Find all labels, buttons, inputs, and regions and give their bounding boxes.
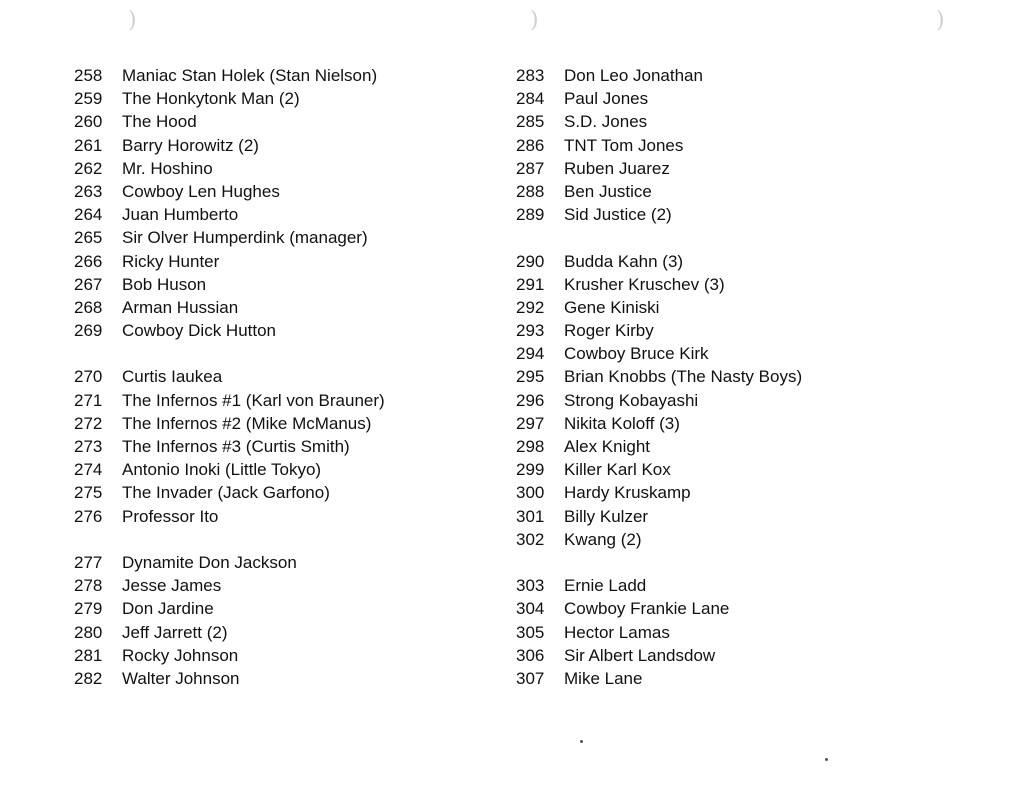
entry-number: 304 <box>516 599 545 619</box>
list-entry <box>516 87 802 110</box>
entry-number: 271 <box>74 390 103 410</box>
entry-number: 273 <box>74 437 103 456</box>
list-entry <box>516 528 802 551</box>
entry-name: Billy Kulzer <box>564 506 649 526</box>
list-entry <box>74 273 385 296</box>
entry-number: 306 <box>516 645 545 665</box>
entry-number: 275 <box>74 483 103 503</box>
entry-number: 258 <box>74 66 103 85</box>
list-entry <box>74 134 385 157</box>
list-entry <box>74 110 385 133</box>
entry-name: Dynamite Don Jackson <box>122 552 297 572</box>
list-entry <box>74 667 385 690</box>
list-entry <box>516 505 802 528</box>
entry-number: 307 <box>516 668 545 688</box>
entry-number: 284 <box>516 89 545 109</box>
entry-name: Ruben Juarez <box>564 158 670 178</box>
entry-name: Jesse James <box>122 576 222 596</box>
entry-name: Mr. Hoshino <box>122 158 213 178</box>
list-entry <box>74 296 385 319</box>
entry-number: 299 <box>516 460 545 480</box>
left-column <box>74 64 385 690</box>
list-entry <box>74 389 385 412</box>
entry-number: 276 <box>74 506 103 526</box>
entry-number: 300 <box>516 483 545 503</box>
list-entry <box>74 319 385 342</box>
entry-name: Curtis Iaukea <box>122 367 223 387</box>
list-entry <box>74 574 385 597</box>
entry-name: S.D. Jones <box>564 112 648 132</box>
list-entry <box>74 226 385 249</box>
entry-number: 301 <box>516 506 545 526</box>
list-entry <box>74 64 385 87</box>
list-entry <box>516 110 802 133</box>
entry-name: Ernie Ladd <box>564 576 647 596</box>
entry-number: 285 <box>516 112 545 132</box>
entry-name: Don Leo Jonathan <box>564 66 703 85</box>
entry-number: 294 <box>516 344 545 364</box>
list-entry <box>516 412 802 435</box>
entry-number: 281 <box>74 645 103 665</box>
entry-name: Cowboy Len Hughes <box>122 181 280 201</box>
list-entry <box>516 667 802 690</box>
list-entry <box>516 319 802 342</box>
entry-number: 298 <box>516 437 545 456</box>
list-entry <box>516 273 802 296</box>
entry-name: Bob Huson <box>122 274 207 294</box>
list-entry <box>74 412 385 435</box>
entry-number: 289 <box>516 205 545 225</box>
entry-name: The Honkytonk Man (2) <box>122 89 300 109</box>
list-entry <box>74 87 385 110</box>
entry-number: 263 <box>74 181 103 201</box>
entry-name: Budda Kahn (3) <box>564 251 684 271</box>
entry-name: Sir Albert Landsdow <box>564 645 716 665</box>
entry-name: Mike Lane <box>564 668 643 688</box>
entry-name: The Infernos #2 (Mike McManus) <box>122 413 372 433</box>
entry-name: Nikita Koloff (3) <box>564 413 680 433</box>
entry-name: Cowboy Dick Hutton <box>122 321 277 341</box>
list-entry <box>516 365 802 388</box>
entry-number: 260 <box>74 112 103 132</box>
entry-name: Killer Karl Kox <box>564 460 671 480</box>
entry-name: Roger Kirby <box>564 321 654 341</box>
list-entry <box>516 644 802 667</box>
entry-name: Kwang (2) <box>564 529 642 549</box>
list-entry <box>516 203 802 226</box>
entry-name: Walter Johnson <box>122 668 240 688</box>
entry-number: 261 <box>74 135 103 155</box>
entry-name: Antonio Inoki (Little Tokyo) <box>122 460 322 480</box>
list-entry <box>74 250 385 273</box>
scan-mark: ) <box>936 8 945 33</box>
entry-name: Ricky Hunter <box>122 251 220 271</box>
entry-number: 280 <box>74 622 103 642</box>
entry-name: Paul Jones <box>564 89 649 109</box>
entry-name: The Hood <box>122 112 197 132</box>
list-entry <box>516 157 802 180</box>
entry-number: 291 <box>516 274 545 294</box>
scan-speck <box>825 758 828 761</box>
list-entry <box>74 203 385 226</box>
entry-number: 278 <box>74 576 103 596</box>
entry-name: Gene Kiniski <box>564 297 660 317</box>
entry-name: TNT Tom Jones <box>564 135 684 155</box>
list-entry <box>74 365 385 388</box>
entry-name: Krusher Kruschev (3) <box>564 274 725 294</box>
entry-name: Barry Horowitz (2) <box>122 135 259 155</box>
entry-number: 269 <box>74 321 103 341</box>
list-entry <box>74 551 385 574</box>
list-entry <box>516 621 802 644</box>
entry-name: Brian Knobbs (The Nasty Boys) <box>564 367 803 387</box>
scan-mark: ) <box>530 8 539 33</box>
group-spacer <box>74 342 385 365</box>
list-entry <box>74 180 385 203</box>
entry-number: 288 <box>516 181 545 201</box>
entry-name: Jeff Jarrett (2) <box>122 622 228 642</box>
entry-name: Alex Knight <box>564 437 650 456</box>
entry-number: 293 <box>516 321 545 341</box>
entry-number: 303 <box>516 576 545 596</box>
group-spacer <box>74 528 385 551</box>
list-entry <box>74 458 385 481</box>
entry-number: 297 <box>516 413 545 433</box>
entry-number: 292 <box>516 297 545 317</box>
entry-number: 282 <box>74 668 103 688</box>
list-entry <box>516 481 802 504</box>
entry-number: 274 <box>74 460 103 480</box>
entry-name: The Invader (Jack Garfono) <box>122 483 330 503</box>
entry-name: Hector Lamas <box>564 622 670 642</box>
entry-number: 259 <box>74 89 103 109</box>
entry-name: Strong Kobayashi <box>564 390 699 410</box>
entry-number: 265 <box>74 228 103 248</box>
list-entry <box>74 481 385 504</box>
entry-number: 268 <box>74 297 103 317</box>
entry-number: 290 <box>516 251 545 271</box>
entry-number: 295 <box>516 367 545 387</box>
list-entry <box>74 621 385 644</box>
list-entry <box>516 134 802 157</box>
entry-number: 262 <box>74 158 103 178</box>
entry-number: 277 <box>74 552 103 572</box>
entry-name: The Infernos #3 (Curtis Smith) <box>122 437 350 456</box>
list-entry <box>516 64 802 87</box>
entry-name: Rocky Johnson <box>122 645 239 665</box>
list-entry <box>516 296 802 319</box>
list-entry <box>516 574 802 597</box>
entry-number: 302 <box>516 529 545 549</box>
entry-name: Sid Justice (2) <box>564 205 672 225</box>
list-entry <box>516 458 802 481</box>
entry-name: Juan Humberto <box>122 205 239 225</box>
entry-name: The Infernos #1 (Karl von Brauner) <box>122 390 385 410</box>
list-entry <box>516 389 802 412</box>
list-entry <box>74 505 385 528</box>
scan-mark: ) <box>128 8 137 33</box>
list-entry <box>516 180 802 203</box>
entry-number: 266 <box>74 251 103 271</box>
list-entry <box>516 342 802 365</box>
entry-name: Don Jardine <box>122 599 214 619</box>
entry-name: Cowboy Frankie Lane <box>564 599 730 619</box>
entry-name: Professor Ito <box>122 506 219 526</box>
entry-name: Cowboy Bruce Kirk <box>564 344 709 364</box>
group-spacer <box>516 226 802 249</box>
list-entry <box>74 597 385 620</box>
entry-number: 279 <box>74 599 103 619</box>
entry-number: 283 <box>516 66 545 85</box>
list-entry <box>74 157 385 180</box>
list-entry <box>516 250 802 273</box>
entry-number: 272 <box>74 413 103 433</box>
entry-name: Ben Justice <box>564 181 652 201</box>
entry-number: 296 <box>516 390 545 410</box>
list-entry <box>516 597 802 620</box>
entry-name: Hardy Kruskamp <box>564 483 691 503</box>
entry-name: Maniac Stan Holek (Stan Nielson) <box>122 66 378 85</box>
entry-name: Arman Hussian <box>122 297 239 317</box>
entry-number: 287 <box>516 158 545 178</box>
entry-number: 264 <box>74 205 103 225</box>
entry-number: 270 <box>74 367 103 387</box>
entry-number: 305 <box>516 622 545 642</box>
entry-name: Sir Olver Humperdink (manager) <box>122 228 368 248</box>
scan-speck <box>580 740 583 743</box>
entry-number: 267 <box>74 274 103 294</box>
list-entry <box>74 435 385 458</box>
list-entry <box>74 644 385 667</box>
entry-number: 286 <box>516 135 545 155</box>
right-column <box>516 64 802 690</box>
list-entry <box>516 435 802 458</box>
group-spacer <box>516 551 802 574</box>
